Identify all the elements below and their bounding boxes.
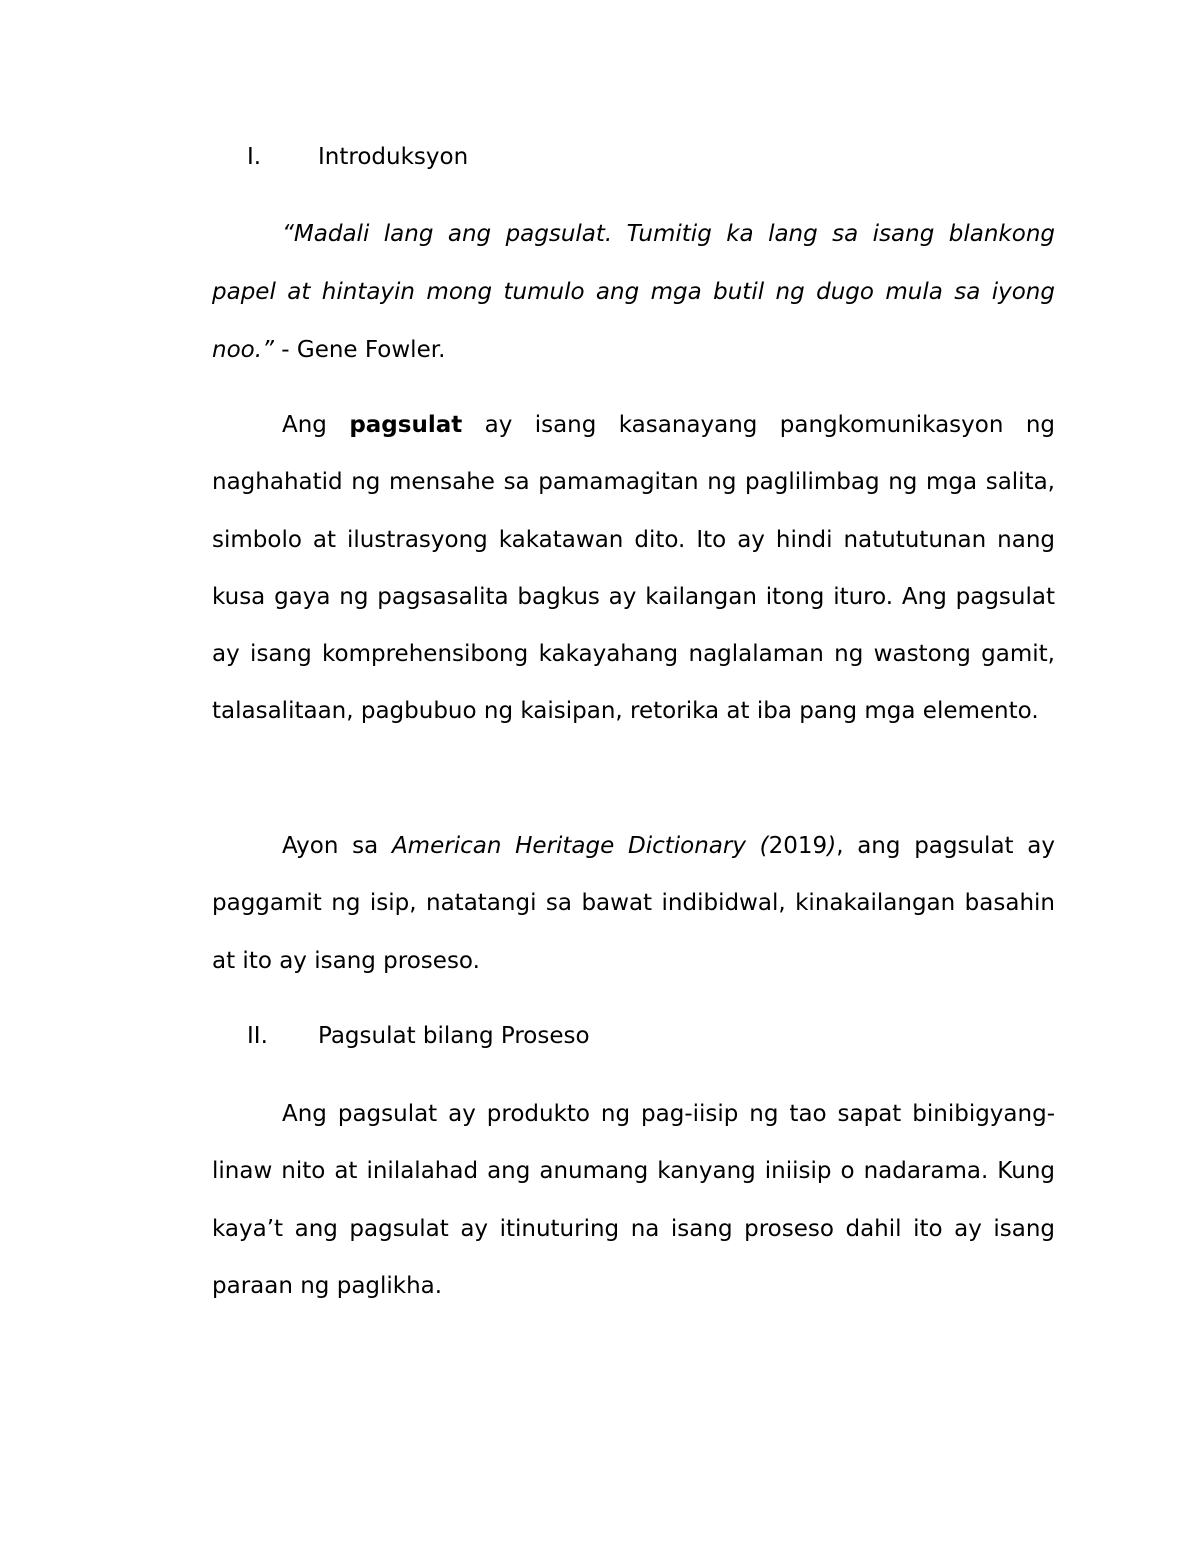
para3-text: Ang pagsulat ay produkto ng pag-iisip ng tao sapat binibigyang-linaw nito at inilalahad ang anumang kanyang iniisip o nadarama. Kung kaya’t ang pagsulat ay itinuturing na isang proseso dahil ito ay isang paraan ng paglikha. — [212, 1101, 1055, 1299]
para1-rest: ay isang kasanayang pangkomunikasyon ng naghahatid ng mensahe sa pamamagitan ng paglilimbag ng mga salita, simbolo at ilustrasyong kakatawan dito. Ito ay hindi natututunan nang kusa gaya ng pagsasalita bagkus ay kailangan itong ituro. Ang pagsulat ay isang komprehensibong kakayahang naglalaman ng wastong gamit, talasalitaan, pagbubuo ng kaisipan, retorika at iba pang mga elemento. — [212, 412, 1055, 725]
section-heading-proseso — [247, 1021, 590, 1051]
para1-bold-term: pagsulat — [349, 412, 463, 438]
para2-start: Ayon sa — [282, 833, 392, 859]
para2-paren-close: ) — [827, 833, 837, 859]
section-heading-introduksyon — [247, 142, 468, 172]
para2-year: 2019 — [768, 833, 828, 859]
section-number: II. — [247, 1023, 268, 1049]
paragraph-process — [212, 1086, 1055, 1315]
para2-rest: , ang pagsulat ay paggamit ng isip, natatangi sa bawat indibidwal, kinakailangan basahin at ito ay isang proseso. — [212, 833, 1055, 974]
section-title: Introduksyon — [318, 144, 469, 170]
section-number: I. — [247, 144, 262, 170]
section-title: Pagsulat bilang Proseso — [318, 1023, 590, 1049]
quote-text: “Madali lang ang pagsulat. Tumitig ka lang sa isang blankong papel at hintayin mong tumulo ang mga butil ng dugo mula sa iyong noo.” — [212, 221, 1055, 363]
opening-quote — [212, 205, 1055, 379]
quote-attribution: - Gene Fowler. — [273, 337, 446, 363]
para2-dictionary-title: American Heritage Dictionary ( — [391, 833, 769, 859]
para1-start: Ang — [282, 412, 350, 438]
paragraph-dictionary — [212, 818, 1055, 990]
paragraph-definition — [212, 397, 1055, 741]
